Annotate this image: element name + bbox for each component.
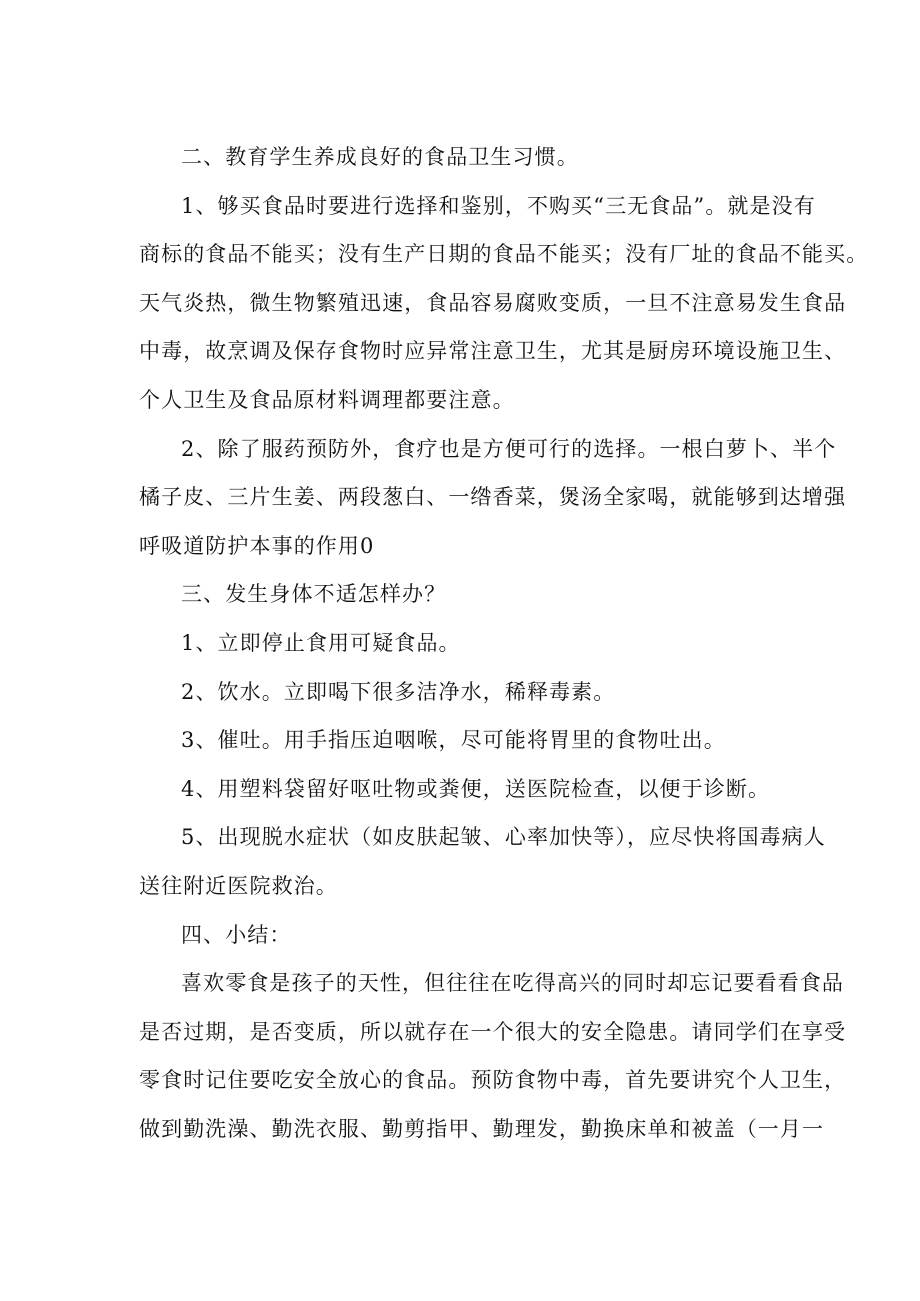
section-heading-4	[139, 911, 799, 960]
list-item-3-5	[139, 813, 826, 910]
text-line: 1、够买食品时要进行选择和鉴别，不购买“三无食品”。就是没有	[181, 193, 816, 218]
text-line: 喜欢零食是孩子的天性，但往往在吃得高兴的同时却忘记要看看食品	[181, 971, 844, 996]
section-heading-3	[139, 570, 799, 619]
text-line: 做到勤洗澡、勤洗衣服、勤剪指甲、勤理发，勤换床单和被盖（一月一	[139, 1116, 825, 1141]
text-line: 2、饮水。立即喝下很多洁净水，稀释毒素。	[181, 679, 616, 704]
list-item-3-1	[139, 619, 799, 668]
paragraph-2-2	[139, 425, 847, 571]
text-line: 三、发生身体不适怎样办？	[181, 582, 447, 607]
section-heading-2	[139, 133, 799, 182]
summary-paragraph	[139, 959, 847, 1153]
text-line: 5、出现脱水症状（如皮肤起皱、心率加快等），应尽快将国毒病人	[181, 825, 826, 850]
text-line: 送往附近医院救治。	[139, 873, 338, 898]
text-line: 二、教育学生养成良好的食品卫生习惯。	[181, 145, 579, 169]
text-line: 天气炎热，微生物繁殖迅速，食品容易腐败变质，一旦不注意易发生食品	[139, 290, 847, 315]
text-line: 是否过期，是否变质，所以就存在一个很大的安全隐患。请同学们在享受	[139, 1019, 847, 1044]
text-line: 四、小结：	[181, 922, 292, 947]
text-line: 中毒，故烹调及保存食物时应异常注意卫生，尤其是厨房环境设施卫生、	[139, 339, 847, 364]
text-line: 零食时记住要吃安全放心的食品。预防食物中毒，首先要讲究个人卫生，	[139, 1068, 847, 1093]
text-line: 2、除了服药预防外，食疗也是方便可行的选择。一根白萝卜、半个	[181, 436, 837, 461]
text-line: 4、用塑料袋留好呕吐物或粪便，送医院检查，以便于诊断。	[181, 776, 771, 801]
text-line: 1、立即停止食用可疑食品。	[181, 630, 461, 655]
text-line: 个人卫生及食品原材料调理都要注意。	[139, 387, 515, 412]
text-line: 橘子皮、三片生姜、两段葱白、一绺香菜，煲汤全家喝，就能够到达增强	[139, 485, 847, 510]
document-body	[139, 133, 869, 1153]
list-item-3-2	[139, 668, 799, 717]
list-item-3-4	[139, 765, 799, 814]
paragraph-2-1	[139, 182, 869, 425]
text-line: 商标的食品不能买；没有生产日期的食品不能买；没有厂址的食品不能买。	[139, 242, 869, 267]
list-item-3-3	[139, 716, 799, 765]
text-line: 呼吸道防护本事的作用0	[139, 533, 375, 558]
text-line: 3、催吐。用手指压迫咽喉，尽可能将胃里的食物吐出。	[181, 728, 726, 753]
